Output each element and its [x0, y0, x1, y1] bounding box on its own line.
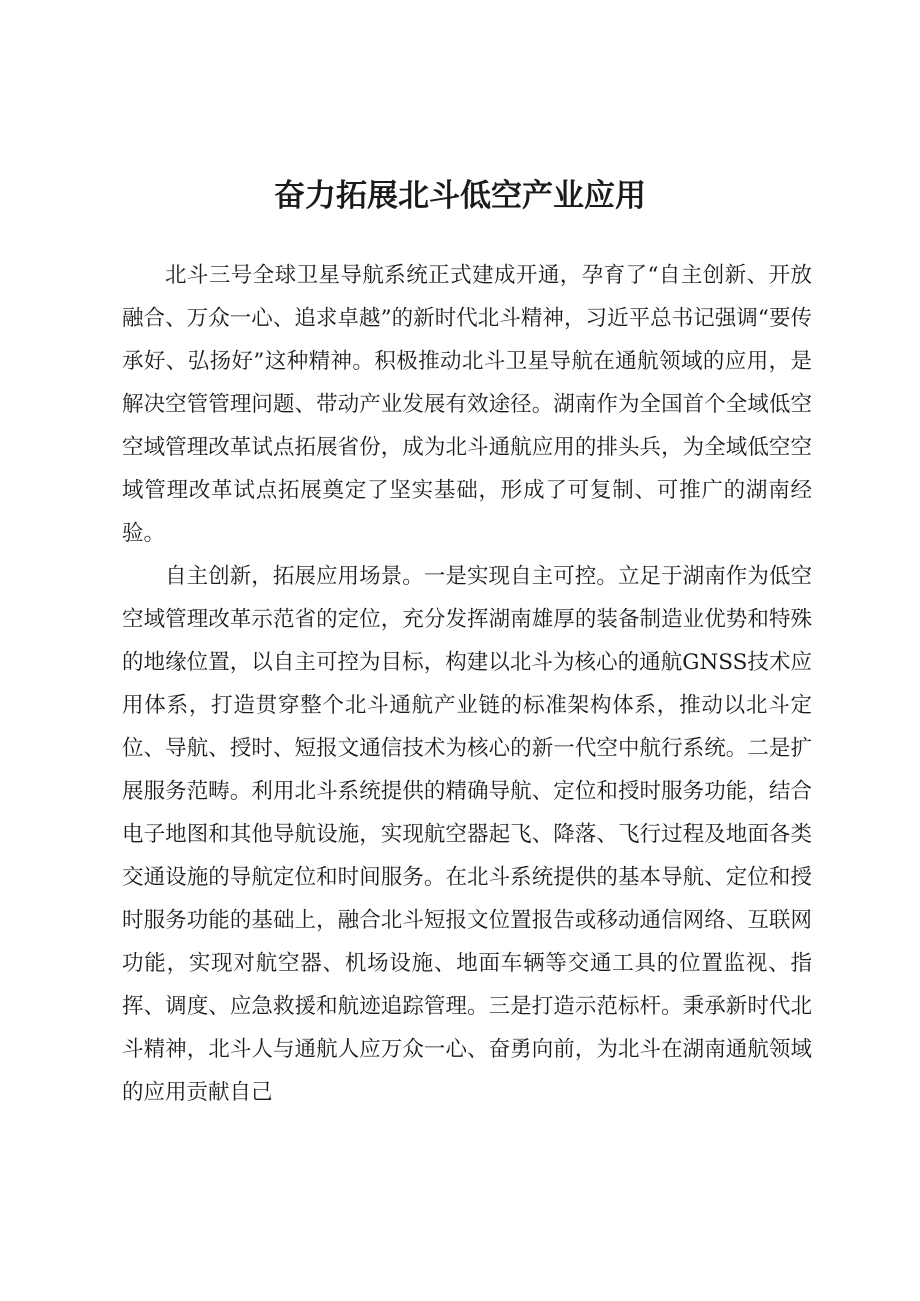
document-title: 奋力拓展北斗低空产业应用: [274, 178, 646, 214]
paragraph-2: 自主创新，拓展应用场景。一是实现自主可控。立足于湖南作为低空空域管理改革示范省的定位，充分发挥湖南雄厚的装备制造业优势和特殊的地缘位置，以自主可控为目标，构建以北斗为核心的通航GNSS技术应用体系，打造贯穿整个北斗通航产业链的标准架构体系，推动以北斗定位、导航、授时、短报文通信技术为核心的新一代空中航行系统。二是扩展服务范畴。利用北斗系统提供的精确导航、定位和授时服务功能，结合电子地图和其他导航设施，实现航空器起飞、降落、飞行过程及地面各类交通设施的导航定位和时间服务。在北斗系统提供的基本导航、定位和授时服务功能的基础上，融合北斗短报文位置报告或移动通信网络、互联网功能，实现对航空器、机场设施、地面车辆等交通工具的位置监视、指挥、调度、应急救援和航迹追踪管理。三是打造示范标杆。秉承新时代北斗精神，北斗人与通航人应万众一心、奋勇向前，为北斗在湖南通航领域的应用贡献自己: [122, 564, 812, 1105]
paragraph-1: 北斗三号全球卫星导航系统正式建成开通，孕育了“自主创新、开放融合、万众一心、追求卓越”的新时代北斗精神，习近平总书记强调“要传承好、弘扬好”这种精神。积极推动北斗卫星导航在通航领域的应用，是解决空管管理问题、带动产业发展有效途径。湖南作为全国首个全域低空空域管理改革试点拓展省份，成为北斗通航应用的排头兵，为全域低空空域管理改革试点拓展奠定了坚实基础，形成了可复制、可推广的湖南经验。: [122, 263, 812, 546]
document-body: [122, 254, 812, 1114]
